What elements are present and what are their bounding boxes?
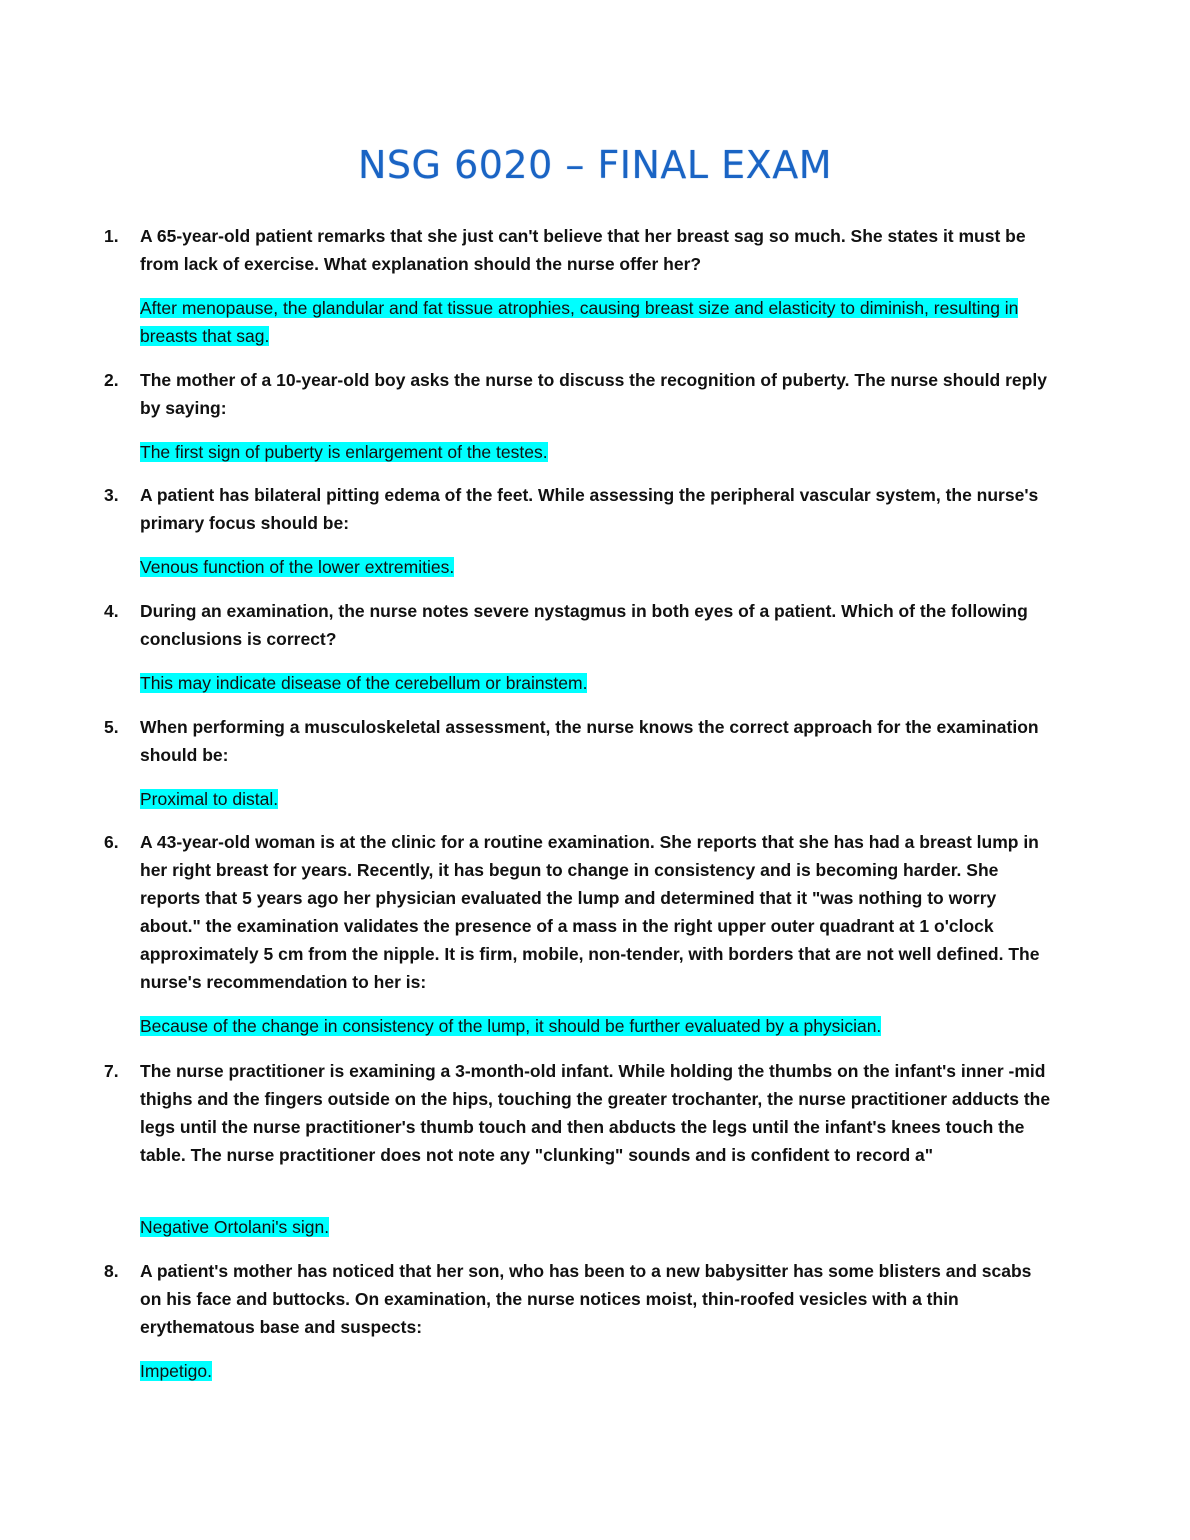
- question-text: A 65-year-old patient remarks that she just can't believe that her breast sag so much. She states it must be from lack of exercise. What explanation should the nurse offer her?: [140, 226, 1026, 274]
- question-number: 8.: [104, 1261, 119, 1281]
- question-text: The nurse practitioner is examining a 3-month-old infant. While holding the thumbs on the infant's inner -mid thighs and the fingers outside on the hips, touching the greater trochanter, the nurse practitioner adducts the legs until the nurse practitioner's thumb touch and then abducts the legs until the infant's knees touch the table. The nurse practitioner does not note any "clunking" sounds and is confident to record a": [140, 1061, 1051, 1165]
- page-title: NSG 6020 – FINAL EXAM: [358, 143, 832, 187]
- answer-text: [140, 785, 1052, 813]
- answer-highlight: This may indicate disease of the cerebellum or brainstem.: [140, 673, 588, 693]
- answer-highlight: After menopause, the glandular and fat tissue atrophies, causing breast size and elasticity to diminish, resulting in breasts that sag.: [140, 298, 1019, 346]
- answer-highlight: Impetigo.: [140, 1361, 212, 1381]
- question-text: The mother of a 10-year-old boy asks the nurse to discuss the recognition of puberty. The nurse should reply by saying:: [140, 370, 1047, 418]
- answer-text: [140, 553, 1052, 581]
- question-number: 4.: [104, 601, 119, 621]
- answer-highlight: Venous function of the lower extremities.: [140, 557, 455, 577]
- question-text: When performing a musculoskeletal assessment, the nurse knows the correct approach for the examination should be:: [140, 717, 1039, 765]
- answer-text: [140, 294, 1052, 350]
- answer-text: [140, 1357, 1052, 1385]
- answer-text: [140, 438, 1052, 466]
- answer-highlight: The first sign of puberty is enlargement of the testes.: [140, 442, 548, 462]
- question-text: A patient has bilateral pitting edema of the feet. While assessing the peripheral vascular system, the nurse's primary focus should be:: [140, 485, 1039, 533]
- question-text: A 43-year-old woman is at the clinic for a routine examination. She reports that she has had a breast lump in her right breast for years. Recently, it has begun to change in consistency and is becoming harder. She reports that 5 years ago her physician evaluated the lump and determined that it "was nothing to worry about." the examination validates the presence of a mass in the right upper outer quadrant at 1 o'clock approximately 5 cm from the nipple. It is firm, mobile, non-tender, with borders that are not well defined. The nurse's recommendation to her is:: [140, 832, 1040, 992]
- question-text: A patient's mother has noticed that her son, who has been to a new babysitter has some blisters and scabs on his face and buttocks. On examination, the nurse notices moist, thin-roofed vesicles with a thin erythematous base and suspects:: [140, 1261, 1032, 1337]
- question-text: During an examination, the nurse notes severe nystagmus in both eyes of a patient. Which of the following conclusions is correct?: [140, 601, 1028, 649]
- answer-highlight: Because of the change in consistency of the lump, it should be further evaluated by a physician.: [140, 1016, 882, 1036]
- answer-text: [140, 1213, 1052, 1241]
- question-number: 3.: [104, 485, 119, 505]
- answer-text: [140, 1012, 1052, 1040]
- question-number: 5.: [104, 717, 119, 737]
- answer-highlight: Proximal to distal.: [140, 789, 279, 809]
- question-number: 7.: [104, 1061, 119, 1081]
- question-number: 2.: [104, 370, 119, 390]
- question-number: 6.: [104, 832, 119, 852]
- question-number: 1.: [104, 226, 119, 246]
- answer-highlight: Negative Ortolani's sign.: [140, 1217, 330, 1237]
- answer-text: [140, 669, 1052, 697]
